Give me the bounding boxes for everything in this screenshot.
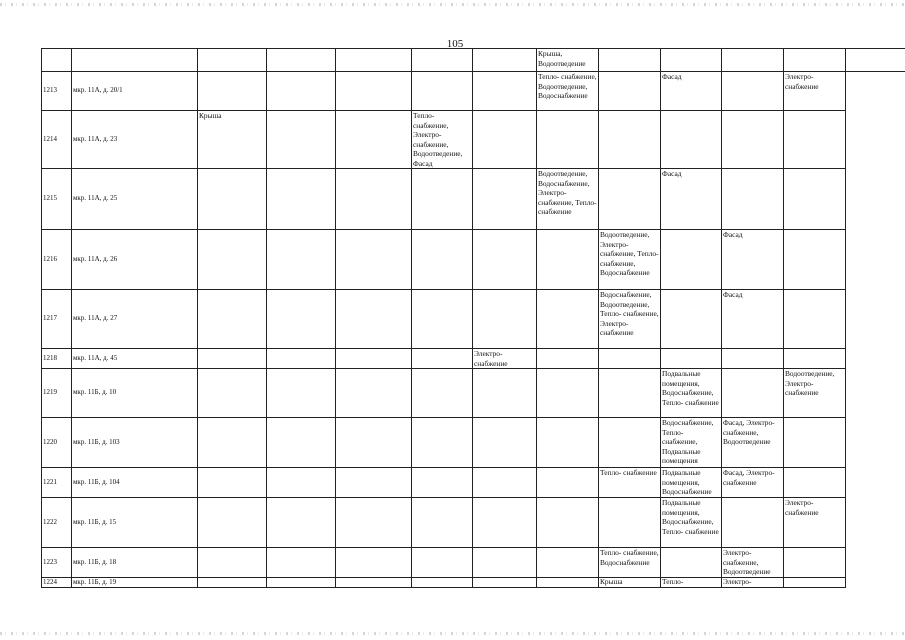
work-type-cell: [412, 418, 473, 468]
work-type-cell: [198, 418, 267, 468]
table-cell: [336, 49, 412, 72]
work-type-cell: [473, 72, 537, 111]
work-type-cell: [198, 349, 267, 369]
table-cell: [473, 49, 537, 72]
work-type-cell: [412, 230, 473, 290]
row-number: 1215: [42, 169, 72, 230]
work-type-cell: Электро- снабжение, Водоотведение: [722, 548, 784, 578]
work-type-cell: [599, 498, 661, 548]
row-address: мкр. 11Б, д. 19: [72, 577, 198, 587]
work-type-cell: [336, 418, 412, 468]
work-type-cell: [267, 468, 336, 498]
table-body: [42, 49, 905, 588]
work-type-cell: [336, 498, 412, 548]
work-type-cell: [267, 548, 336, 578]
work-type-cell: Водоотведение, Водоснабжение, Электро- снабжение, Тепло- снабжение: [537, 169, 599, 230]
work-type-cell: Электро-: [722, 577, 784, 587]
work-type-cell: Подвальные помещения, Водоснабжение: [661, 468, 722, 498]
work-type-cell: [722, 349, 784, 369]
work-type-cell: Тепло- снабжение, Электро- снабжение, Водоотведение, Фасад: [412, 111, 473, 169]
table-row: [42, 418, 905, 468]
work-type-cell: [537, 468, 599, 498]
work-type-cell: [198, 468, 267, 498]
table-row: [42, 577, 905, 587]
row-address: мкр. 11Б, д. 104: [72, 468, 198, 498]
work-type-cell: [784, 468, 846, 498]
page-number: 105: [446, 38, 464, 50]
work-type-cell: [336, 349, 412, 369]
work-type-cell: [537, 369, 599, 418]
work-type-cell: [599, 369, 661, 418]
work-type-cell: [537, 290, 599, 349]
table-cell: [42, 49, 72, 72]
table-cell: Крыша, Водоотведение: [537, 49, 599, 72]
work-type-cell: [473, 111, 537, 169]
repair-schedule-table: [41, 48, 905, 588]
row-number: 1216: [42, 230, 72, 290]
work-type-cell: [784, 548, 846, 578]
work-type-cell: Электро- снабжение: [784, 498, 846, 548]
work-type-cell: [473, 498, 537, 548]
work-type-cell: [537, 498, 599, 548]
work-type-cell: [412, 72, 473, 111]
row-address: мкр. 11Б, д. 103: [72, 418, 198, 468]
row-number: 1219: [42, 369, 72, 418]
work-type-cell: [784, 111, 846, 169]
row-number: 1218: [42, 349, 72, 369]
table-cell: [72, 49, 198, 72]
table-row: [42, 349, 905, 369]
work-type-cell: [267, 498, 336, 548]
work-type-cell: [473, 418, 537, 468]
work-type-cell: Электро- снабжение: [473, 349, 537, 369]
table-row: [42, 111, 905, 169]
work-type-cell: [473, 290, 537, 349]
work-type-cell: [198, 548, 267, 578]
row-address: мкр. 11Б, д. 15: [72, 498, 198, 548]
table-cell: [198, 49, 267, 72]
work-type-cell: [198, 230, 267, 290]
table-cell: [599, 49, 661, 72]
table-cell: [412, 49, 473, 72]
work-type-cell: Крыша: [198, 111, 267, 169]
work-type-cell: [336, 72, 412, 111]
work-type-cell: [412, 498, 473, 548]
row-address: мкр. 11А, д. 26: [72, 230, 198, 290]
table-row: [42, 290, 905, 349]
work-type-cell: [267, 111, 336, 169]
work-type-cell: [198, 169, 267, 230]
work-type-cell: [473, 169, 537, 230]
row-address: мкр. 11А, д. 45: [72, 349, 198, 369]
work-type-cell: Фасад, Электро- снабжение: [722, 468, 784, 498]
work-type-cell: [722, 111, 784, 169]
work-type-cell: [661, 290, 722, 349]
work-type-cell: [267, 577, 336, 587]
work-type-cell: Водоснабжение, Водоотведение, Тепло- снабжение, Электро- снабжение: [599, 290, 661, 349]
row-number: 1222: [42, 498, 72, 548]
work-type-cell: [537, 111, 599, 169]
work-type-cell: [784, 230, 846, 290]
table-row: [42, 72, 905, 111]
work-type-cell: [336, 468, 412, 498]
work-type-cell: Тепло- снабжение: [599, 468, 661, 498]
work-type-cell: [784, 169, 846, 230]
work-type-cell: Водоотведение, Электро- снабжение, Тепло- снабжение, Водоснабжение: [599, 230, 661, 290]
work-type-cell: [336, 577, 412, 587]
work-type-cell: [784, 577, 846, 587]
row-address: мкр. 11Б, д. 10: [72, 369, 198, 418]
work-type-cell: [198, 369, 267, 418]
work-type-cell: [661, 230, 722, 290]
row-number: 1217: [42, 290, 72, 349]
row-number: 1221: [42, 468, 72, 498]
work-type-cell: [473, 548, 537, 578]
work-type-cell: Фасад: [661, 72, 722, 111]
work-type-cell: [412, 369, 473, 418]
row-number: 1220: [42, 418, 72, 468]
work-type-cell: Фасад, Электро- снабжение, Водоотведение: [722, 418, 784, 468]
table-cell: [661, 49, 722, 72]
work-type-cell: [412, 468, 473, 498]
work-type-cell: [784, 418, 846, 468]
work-type-cell: [412, 577, 473, 587]
work-type-cell: [412, 169, 473, 230]
work-type-cell: Фасад: [661, 169, 722, 230]
work-type-cell: [661, 111, 722, 169]
table-cell: [784, 49, 846, 72]
table-row: [42, 468, 905, 498]
work-type-cell: Крыша: [599, 577, 661, 587]
work-type-cell: [473, 468, 537, 498]
work-type-cell: [599, 111, 661, 169]
work-type-cell: Тепло- снабжение, Водоснабжение: [599, 548, 661, 578]
work-type-cell: [412, 548, 473, 578]
work-type-cell: [784, 290, 846, 349]
work-type-cell: [336, 111, 412, 169]
work-type-cell: [537, 230, 599, 290]
row-number: 1223: [42, 548, 72, 578]
work-type-cell: Электро- снабжение: [784, 72, 846, 111]
table-cell: [722, 49, 784, 72]
row-number: 1224: [42, 577, 72, 587]
work-type-cell: [599, 169, 661, 230]
table-row: [42, 498, 905, 548]
row-address: мкр. 11А, д. 25: [72, 169, 198, 230]
work-type-cell: [537, 548, 599, 578]
work-type-cell: [198, 290, 267, 349]
work-type-cell: [198, 498, 267, 548]
work-type-cell: [267, 418, 336, 468]
table-cell: [267, 49, 336, 72]
work-type-cell: Тепло-: [661, 577, 722, 587]
work-type-cell: [473, 369, 537, 418]
table-row-header-fragment: [42, 49, 905, 72]
work-type-cell: [267, 169, 336, 230]
work-type-cell: [336, 548, 412, 578]
work-type-cell: [722, 369, 784, 418]
work-type-cell: [412, 290, 473, 349]
work-type-cell: [784, 349, 846, 369]
work-type-cell: [537, 418, 599, 468]
work-type-cell: [473, 230, 537, 290]
work-type-cell: [599, 349, 661, 369]
table-row: [42, 548, 905, 578]
work-type-cell: [336, 290, 412, 349]
work-type-cell: Подвальные помещения, Водоснабжение, Тепло- снабжение: [661, 369, 722, 418]
scan-noise-top: [0, 3, 905, 6]
work-type-cell: Водоотведение, Электро- снабжение: [784, 369, 846, 418]
row-address: мкр. 11А, д. 23: [72, 111, 198, 169]
work-type-cell: [198, 577, 267, 587]
row-number: 1214: [42, 111, 72, 169]
work-type-cell: Водоснабжение, Тепло- снабжение, Подвальные помещения: [661, 418, 722, 468]
work-type-cell: [722, 169, 784, 230]
work-type-cell: [336, 230, 412, 290]
work-type-cell: [198, 72, 267, 111]
work-type-cell: [661, 548, 722, 578]
work-type-cell: [267, 230, 336, 290]
table-row: [42, 169, 905, 230]
work-type-cell: [537, 349, 599, 369]
work-type-cell: Тепло- снабжение, Водоотведение, Водоснабжение: [537, 72, 599, 111]
work-type-cell: Фасад: [722, 230, 784, 290]
scan-noise-bottom: [0, 632, 905, 635]
work-type-cell: Подвальные помещения, Водоснабжение, Тепло- снабжение: [661, 498, 722, 548]
work-type-cell: [599, 418, 661, 468]
work-type-cell: [722, 498, 784, 548]
work-type-cell: [661, 349, 722, 369]
work-type-cell: [267, 290, 336, 349]
work-type-cell: [336, 369, 412, 418]
work-type-cell: Фасад: [722, 290, 784, 349]
work-type-cell: [267, 369, 336, 418]
row-address: мкр. 11А, д. 27: [72, 290, 198, 349]
row-address: мкр. 11А, д. 20/1: [72, 72, 198, 111]
table-row: [42, 230, 905, 290]
work-type-cell: [267, 349, 336, 369]
table-row: [42, 369, 905, 418]
work-type-cell: [599, 72, 661, 111]
row-address: мкр. 11Б, д. 18: [72, 548, 198, 578]
work-type-cell: [473, 577, 537, 587]
work-type-cell: [336, 169, 412, 230]
work-type-cell: [412, 349, 473, 369]
row-number: 1213: [42, 72, 72, 111]
work-type-cell: [722, 72, 784, 111]
work-type-cell: [537, 577, 599, 587]
table-cell: [846, 49, 905, 72]
work-type-cell: [267, 72, 336, 111]
